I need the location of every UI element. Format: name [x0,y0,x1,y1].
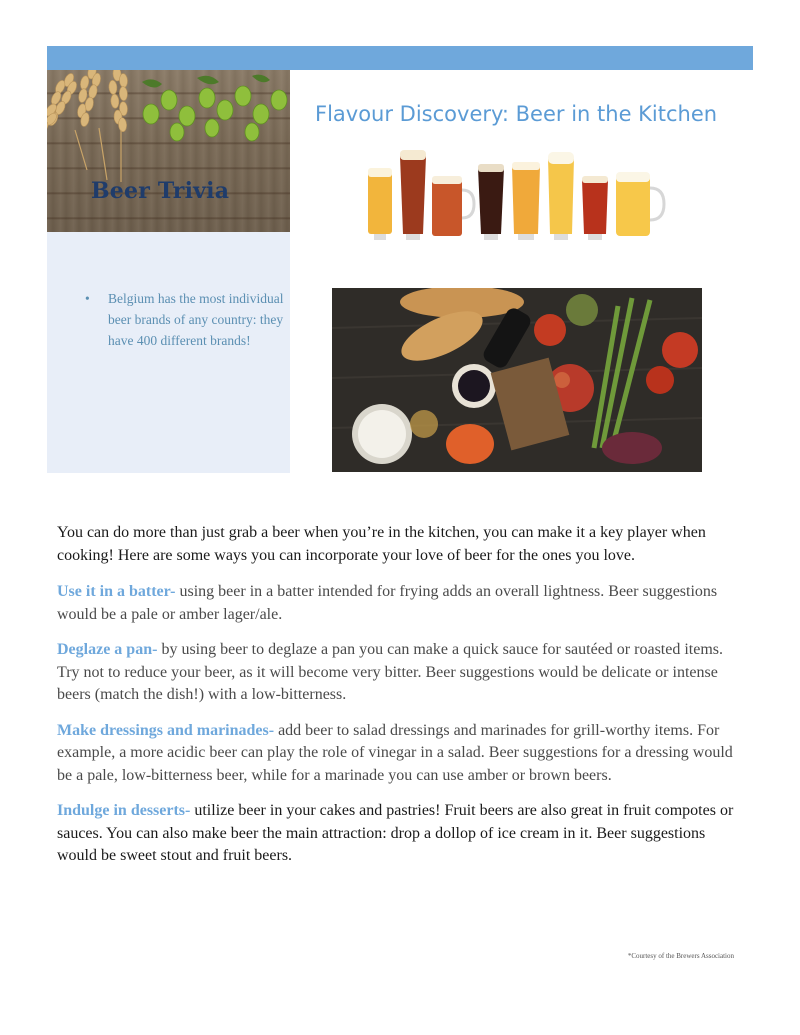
bread-and-vegetables-photo [332,288,702,472]
beer-trivia-title: Beer Trivia [91,178,230,204]
trivia-item [85,288,285,351]
tip-text: utilize beer in your cakes and pastries! Fruit beers are also great in fruit compotes or sauces. You can also make beer the main attraction: drop a dollop of ice cream in it. Beer suggestions would be sweet stout and fruit beers. [57,802,734,864]
intro-paragraph: You can do more than just grab a beer when you’re in the kitchen, you can make it a key player when cooking! Here are some ways you can incorporate your love of beer for the ones you love. [57,524,706,564]
page-title: Flavour Discovery: Beer in the Kitchen [315,102,718,126]
trivia-text: Belgium has the most individual beer brands of any country: they have 400 different brands! [108,291,284,348]
tip-text: add beer to salad dressings and marinades for grill-worthy items. For example, a more acidic beer can play the role of vinegar in a salad. Beer suggestions for a dressing would be a pale, low-bitterness beer, while for a marinade you can use amber or brown beers. [57,721,733,784]
beer-trivia-sidebar [47,70,290,473]
tip-heading: Deglaze a pan- [57,641,158,658]
tip-desserts [57,800,747,868]
tip-heading: Use it in a batter- [57,583,176,600]
beer-glasses-image [360,146,670,246]
trivia-list [85,288,285,351]
tip-text: using beer in a batter intended for frying adds an overall lightness. Beer suggestions would be a pale or amber lager/ale. [57,583,718,623]
tip-dressings [57,720,747,788]
wheat-and-hops-image [47,70,290,232]
tip-text: by using beer to deglaze a pan you can make a quick sauce for sautéed or roasted items. Try not to reduce your beer, as it will become very bitter. Beer suggestions would be delicate or intense beers (match the dish!) with a low-bitterness. [57,641,723,703]
header-accent-bar [47,46,753,70]
tip-heading: Indulge in desserts- [57,802,191,819]
tip-batter [57,581,747,626]
article-body [57,522,747,881]
tip-heading: Make dressings and marinades- [57,721,275,739]
bullet-icon: • [85,291,90,306]
tip-deglaze [57,639,747,707]
footnote: *Courtesy of the Brewers Association [627,952,734,960]
